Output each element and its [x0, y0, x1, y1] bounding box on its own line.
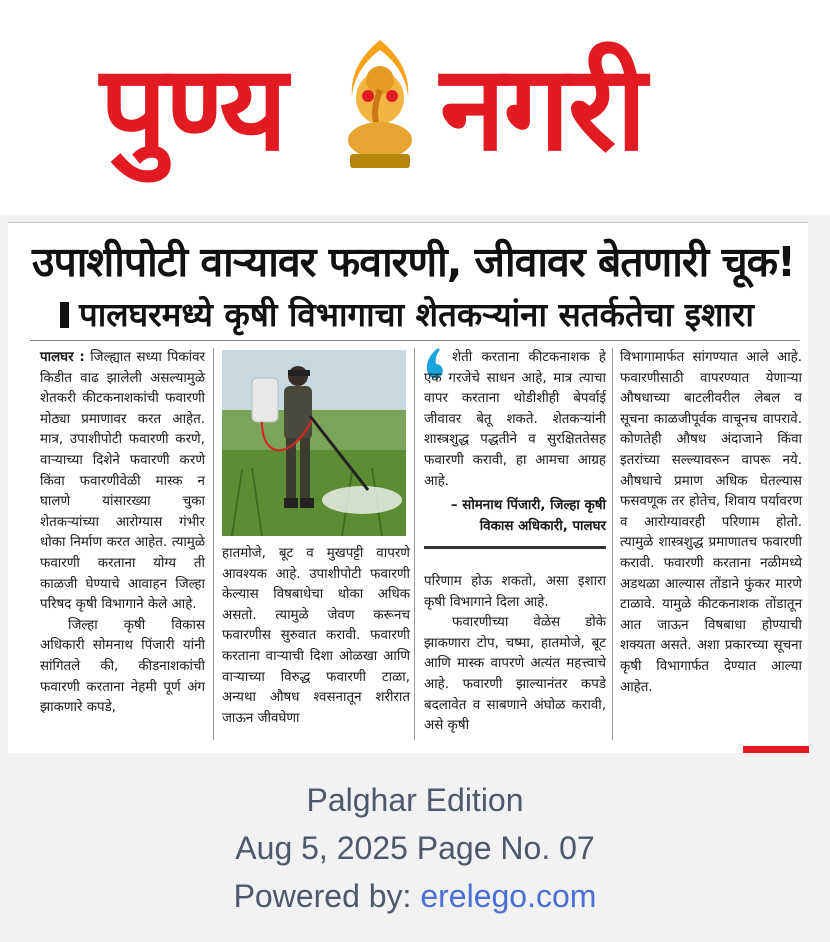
headline-divider: [30, 340, 800, 341]
ganesh-logo-icon: [330, 36, 430, 176]
masthead-title-left: पुण्य: [100, 39, 286, 177]
article-column-2: [222, 544, 410, 729]
quote-author-line-2: विकास अधिकारी, पालघर: [479, 518, 606, 534]
farmer-spraying-photo: [222, 350, 406, 536]
column-divider: [414, 348, 415, 740]
date-page-label: Aug 5, 2025 Page No. 07: [235, 830, 595, 866]
powered-by: [0, 878, 830, 915]
subhead-bar-icon: [60, 302, 69, 328]
masthead-title-right: नगरी: [440, 39, 645, 177]
quote-divider: [424, 546, 606, 549]
masthead: [0, 0, 830, 215]
dateline: पालघर :: [40, 350, 85, 365]
column-divider: [213, 348, 214, 740]
article-headline: उपाशीपोटी वाऱ्यावर फवारणी, जीवावर बेतणारी चूक!: [32, 238, 795, 286]
col2-paragraph-1: हातमोजे, बूट व मुखपट्टी वापरणे आवश्यक आहे. उपाशीपोटी फवारणी केल्यास विषबाधेचा धोका अधिक असतो. त्यामुळे जेवण करूनच फवारणीस सुरुवात करावी. फवारणी करताना वाऱ्याची दिशा ओळखा आणि वाऱ्याच्या विरुद्ध फवारणी टाळा, अन्यथा औषध श्वसनातून शरीरात जाऊन जीवघेणा: [222, 546, 410, 726]
subhead-text: पालघरमध्ये कृषी विभागाचा शेतकऱ्यांना सतर्कतेचा इशारा: [79, 295, 754, 334]
col4-paragraph-1: विभागामार्फत सांगण्यात आले आहे. फवारणीसाठी वापरण्यात येणाऱ्या औषधाच्या बाटलीवरील लेबल व सूचना काळजीपूर्वक वाचूनच वापरावे. कोणतेही औषध अंदाजाने किंवा इतरांच्या सल्ल्यावरून वापरू नये. औषधाचे प्रमाण अधिक घेतल्यास फसवणूक तर होतेच, शिवाय पर्यावरण व आरोग्यावरही परिणाम होतो. त्यामुळे शास्त्रशुद्ध प्रमाणातच फवारणी करावी. फवारणी करताना नळीमध्ये अडथळा आल्यास तोंडाने फुंकर मारणे टाळावे. यामुळे कीटकनाशक तोंडातून आत जाऊन विषबाधा होण्याची शक्यता असते. अशा प्रकारच्या सूचना कृषी विभागार्फत देण्यात आल्या आहेत.: [620, 350, 802, 695]
col3-paragraph-1: परिणाम होऊ शकतो, असा इशारा कृषी विभागाने दिला आहे.: [424, 574, 606, 610]
pull-quote: [424, 348, 606, 492]
article-subheadline: [60, 294, 800, 336]
col1-paragraph-1: जिल्ह्यात सध्या पिकांवर किडीत वाढ झालेली असल्यामुळे शेतकरी कीटकनाशकांची फवारणी मोठ्या प्रमाणावर करत आहेत. मात्र, उपाशीपोटी फवारणी करणे, वाऱ्याच्या दिशेने फवारणी करणे किंवा फवारणीवेळी मास्क न घालणे यांसारख्या चुका शेतकऱ्यांच्या आरोग्यास गंभीर धोका निर्माण करत आहेत. त्यामुळे फवारणी करताना योग्य ती काळजी घेण्याचे आवाहन जिल्हा परिषद कृषी विभागाने केले आहे.: [40, 350, 205, 613]
col1-paragraph-2: जिल्हा कृषी विकास अधिकारी सोमनाथ पिंजारी यांनी सांगितले की, कीडनाशकांची फवारणी करताना नेहमी पूर्ण अंग झाकणारे कपडे,: [40, 617, 205, 716]
erelego-link[interactable]: erelego.com: [420, 878, 597, 914]
quote-text: शेती करताना कीटकनाशक हे एक गरजेचे साधन आहे, मात्र त्याचा वापर करताना थोडीशीही बेपर्वाई जीवावर बेतू शकते. शेतकऱ्यांनी शास्त्रशुद्ध पद्धतीने व सुरक्षिततेसह फवारणी करावी, हा आमचा आग्रह आहे.: [424, 350, 606, 489]
article-column-4: [620, 348, 802, 698]
page-corner-accent: [743, 746, 809, 753]
article-column-1: [40, 348, 205, 719]
col3-paragraph-2: फवारणीच्या वेळेस डोके झाकणारा टोप, चष्मा, हातमोजे, बूट आणि मास्क वापरणे अत्यंत महत्त्वाचे आहे. फवारणी झाल्यानंतर कपडे बदलावेत व साबणाने अंघोळ करावी, असे कृषी: [424, 615, 606, 734]
column-divider: [612, 348, 613, 740]
edition-label: Palghar Edition: [306, 782, 524, 818]
article-column-3: [424, 572, 606, 737]
quote-author: [424, 496, 606, 537]
powered-by-prefix: Powered by:: [233, 878, 421, 914]
quote-author-line-1: – सोमनाथ पिंजारी, जिल्हा कृषी: [450, 498, 606, 513]
